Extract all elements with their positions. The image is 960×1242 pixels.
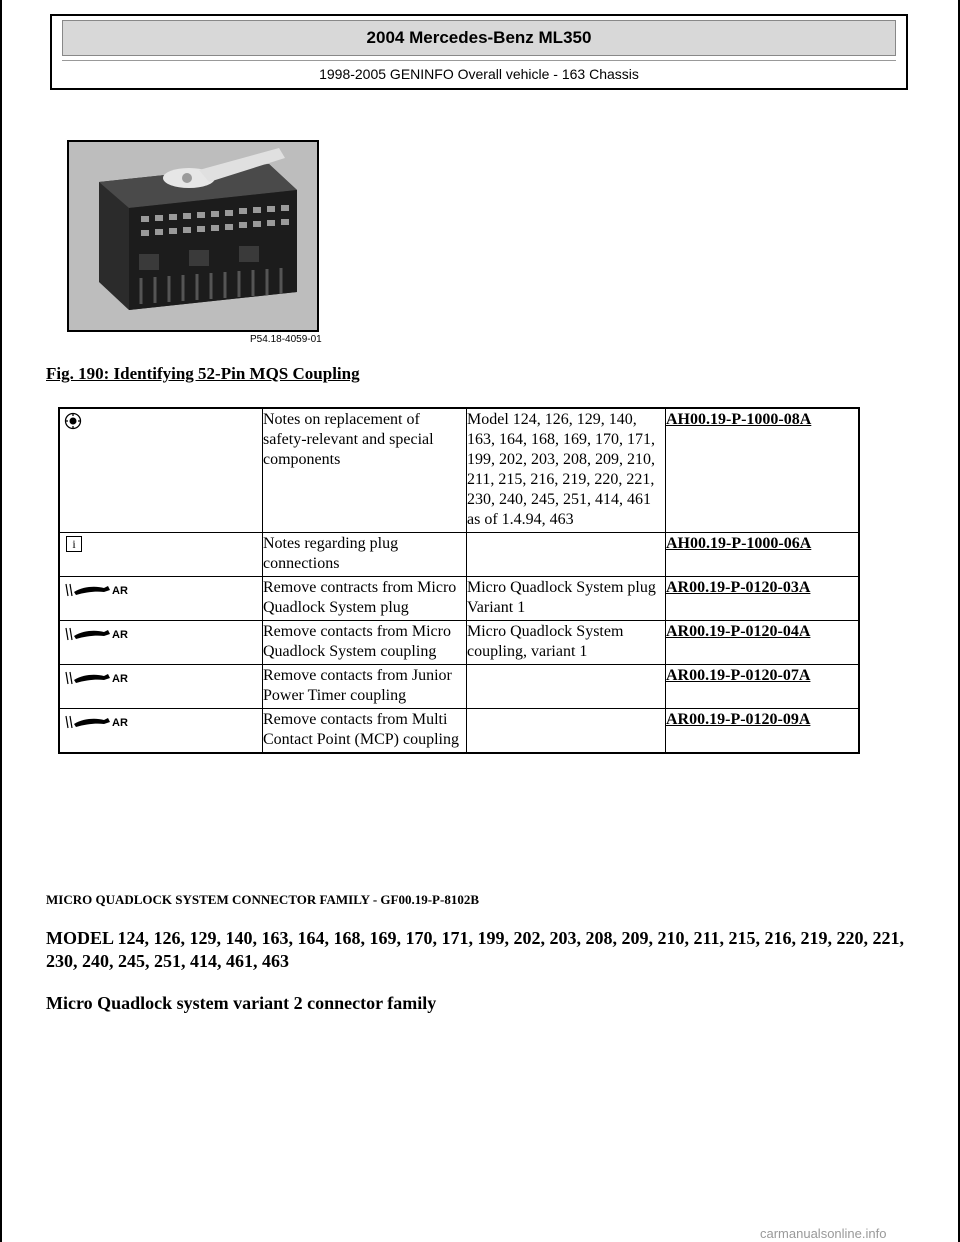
page-header [50,14,908,90]
row-doc-link[interactable]: AR00.19-P-0120-09A [666,709,860,754]
row-doc-link[interactable]: AH00.19-P-1000-08A [666,408,860,533]
info-icon: i [66,536,82,552]
row-doc-link[interactable]: AH00.19-P-1000-06A [666,533,860,577]
row-icon-cell [59,665,263,709]
row-models: Micro Quadlock System plug Variant 1 [467,577,666,621]
row-description: Remove contacts from Junior Power Timer coupling [263,665,467,709]
header-title: 2004 Mercedes-Benz ML350 [62,20,896,56]
row-description: Notes regarding plug connections [263,533,467,577]
model-list-heading: MODEL 124, 126, 129, 140, 163, 164, 168, 169, 170, 171, 199, 202, 203, 208, 209, 210, 211, 215, 216, 219, 220, 221, 230, 240, 245, 251, 414, 461, 463 [46,928,905,971]
ar-label: AR [112,673,128,685]
connector-illustration [69,142,317,330]
row-description: Remove contracts from Micro Quadlock System plug [263,577,467,621]
row-icon-cell [59,577,263,621]
row-icon-cell [59,621,263,665]
gear-icon [64,412,82,430]
row-models [467,665,666,709]
row-doc-link[interactable]: AR00.19-P-0120-07A [666,665,860,709]
site-watermark: carmanualsonline.info [760,1226,887,1241]
ar-wrench-icon [64,580,130,600]
row-description: Remove contacts from Multi Contact Point (MCP) coupling [263,709,467,754]
ar-label: AR [112,717,128,729]
row-models [467,533,666,577]
row-icon-cell [59,709,263,754]
row-models: Micro Quadlock System coupling, variant 1 [467,621,666,665]
row-description: Notes on replacement of safety-relevant and special components [263,408,467,533]
row-models: Model 124, 126, 129, 140, 163, 164, 168, 169, 170, 171, 199, 202, 203, 208, 209, 210, 211, 215, 216, 219, 220, 221, 230, 240, 245, 251, 414, 461 as of 1.4.94, 463 [467,408,666,533]
photo-code: P54.18-4059-01 [250,334,322,345]
table-row [59,577,859,621]
table-row [59,709,859,754]
table-row [59,621,859,665]
row-doc-link[interactable]: AR00.19-P-0120-03A [666,577,860,621]
ar-wrench-icon [64,624,130,644]
row-doc-link[interactable]: AR00.19-P-0120-04A [666,621,860,665]
ar-label: AR [112,629,128,641]
ar-wrench-icon [64,668,130,688]
header-subtitle: 1998-2005 GENINFO Overall vehicle - 163 Chassis [62,60,896,86]
section-heading: MICRO QUADLOCK SYSTEM CONNECTOR FAMILY - GF00.19-P-8102B [46,892,479,907]
reference-table [58,407,860,754]
table-row [59,665,859,709]
variant-heading: Micro Quadlock system variant 2 connector family [46,993,437,1013]
row-icon-cell [59,408,263,533]
ar-label: AR [112,585,128,597]
ar-wrench-icon [64,712,130,732]
row-description: Remove contacts from Micro Quadlock System coupling [263,621,467,665]
table-row [59,408,859,533]
page-border-left [0,0,2,1242]
row-models [467,709,666,754]
figure-caption: Fig. 190: Identifying 52-Pin MQS Coupling [46,364,360,383]
table-row [59,533,859,577]
row-icon-cell [59,533,263,577]
connector-photo [67,140,319,332]
